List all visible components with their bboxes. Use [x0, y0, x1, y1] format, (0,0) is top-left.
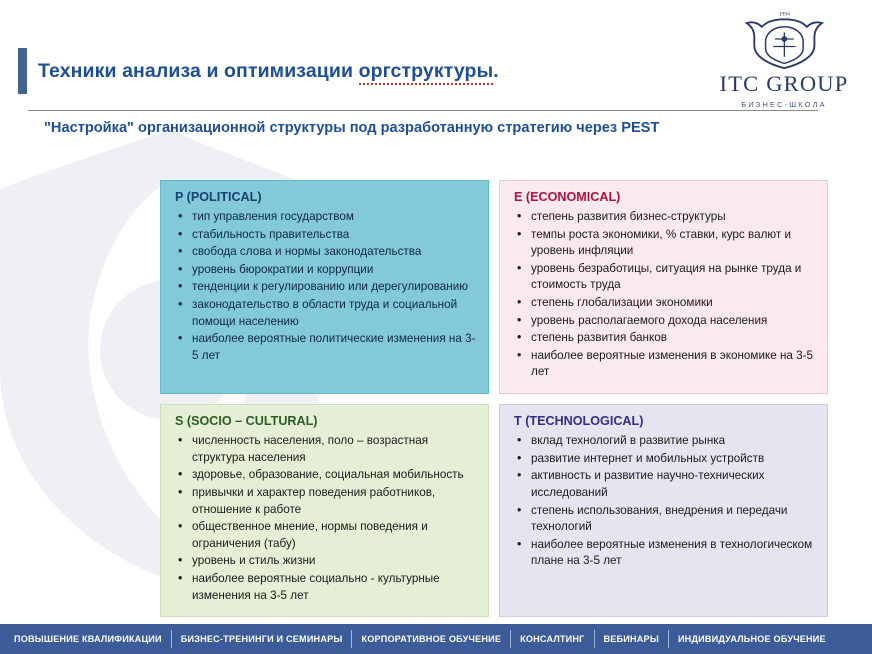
footer-item-individual[interactable]: ИНДИВИДУАЛЬНОЕ ОБУЧЕНИЕ: [677, 634, 826, 644]
logo-subtitle: БИЗНЕС-ШКОЛА: [741, 100, 827, 109]
footer-item-qualification[interactable]: ПОВЫШЕНИЕ КВАЛИФИКАЦИИ: [14, 634, 162, 644]
list-item: • наиболее вероятные изменения в экономике на 3-5 лет: [514, 348, 815, 381]
list-item: • вклад технологий в развитие рынка: [514, 433, 815, 450]
list-item: • здоровье, образование, социальная мобильность: [175, 467, 476, 484]
list-item: • тенденции к регулированию или дерегулированию: [175, 279, 476, 296]
list-item: • наиболее вероятные социально - культурные изменения на 3-5 лет: [175, 571, 476, 604]
footer-services-bar: [0, 624, 872, 654]
list-item: • уровень бюрократии и коррупции: [175, 262, 476, 279]
list-item: • степень развития банков: [514, 330, 815, 347]
quadrant-socio-cultural-list: [175, 433, 476, 604]
quadrant-economical-list: [514, 209, 815, 381]
quadrant-economical-title: E (ECONOMICAL): [514, 190, 621, 204]
pest-grid: [160, 180, 828, 617]
quadrant-technological-title: T (TECHNOLOGICAL): [514, 414, 644, 429]
crest-icon: [728, 8, 841, 70]
quadrant-technological: [499, 404, 828, 617]
quadrant-political-title: P (POLITICAL): [175, 190, 262, 204]
quadrant-economical: [499, 180, 828, 394]
header-divider: [28, 110, 818, 111]
list-item: • привычки и характер поведения работников, отношение к работе: [175, 485, 476, 518]
list-item: • уровень и стиль жизни: [175, 553, 476, 570]
list-item: • наиболее вероятные изменения в технологическом плане на 3-5 лет: [514, 537, 815, 570]
list-item: • уровень располагаемого дохода населения: [514, 313, 815, 330]
list-item: • развитие интернет и мобильных устройств: [514, 451, 815, 468]
page-title-end: .: [493, 60, 499, 82]
footer-item-consulting[interactable]: КОНСАЛТИНГ: [520, 634, 585, 644]
list-item: • численность населения, поло – возрастная структура населения: [175, 433, 476, 466]
page-title-text: Техники анализа и оптимизации: [38, 60, 359, 82]
page-title: [38, 60, 499, 83]
list-item: • уровень безработицы, ситуация на рынке труда и стоимость труда: [514, 261, 815, 294]
list-item: • степень развития бизнес-структуры: [514, 209, 815, 226]
title-accent-bar: [18, 48, 27, 94]
list-item: • законодательство в области труда и социальной помощи населению: [175, 297, 476, 330]
list-item: • стабильность правительства: [175, 227, 476, 244]
list-item: • активность и развитие научно-технических исследований: [514, 468, 815, 501]
list-item: • наиболее вероятные политические изменения на 3-5 лет: [175, 331, 476, 364]
list-item: • темпы роста экономики, % ставки, курс валют и уровень инфляции: [514, 227, 815, 260]
list-item: • тип управления государством: [175, 209, 476, 226]
footer-item-corporate[interactable]: КОРПОРАТИВНОЕ ОБУЧЕНИЕ: [361, 634, 502, 644]
quadrant-socio-cultural-title: S (SOCIO – CULTURAL): [175, 414, 318, 429]
quadrant-political-list: [175, 209, 476, 364]
quadrant-socio-cultural: [160, 404, 489, 617]
page-title-underlined: оргструктуры: [359, 60, 494, 85]
list-item: • степень использования, внедрения и передачи технологий: [514, 503, 815, 536]
quadrant-political: [160, 180, 489, 394]
logo: [714, 8, 854, 109]
list-item: • степень глобализации экономики: [514, 295, 815, 312]
list-item: • свобода слова и нормы законодательства: [175, 244, 476, 261]
quadrant-technological-list: [514, 433, 815, 570]
logo-name: ITC GROUP: [719, 71, 849, 96]
footer-item-webinars[interactable]: ВЕБИНАРЫ: [603, 634, 659, 644]
footer-item-trainings[interactable]: БИЗНЕС-ТРЕНИНГИ И СЕМИНАРЫ: [180, 634, 343, 644]
list-item: • общественное мнение, нормы поведения и ограничения (табу): [175, 519, 476, 552]
slide-subtitle: "Настройка" организационной структуры под разработанную стратегию через PEST: [44, 120, 660, 136]
svg-text:1994: 1994: [778, 11, 790, 18]
